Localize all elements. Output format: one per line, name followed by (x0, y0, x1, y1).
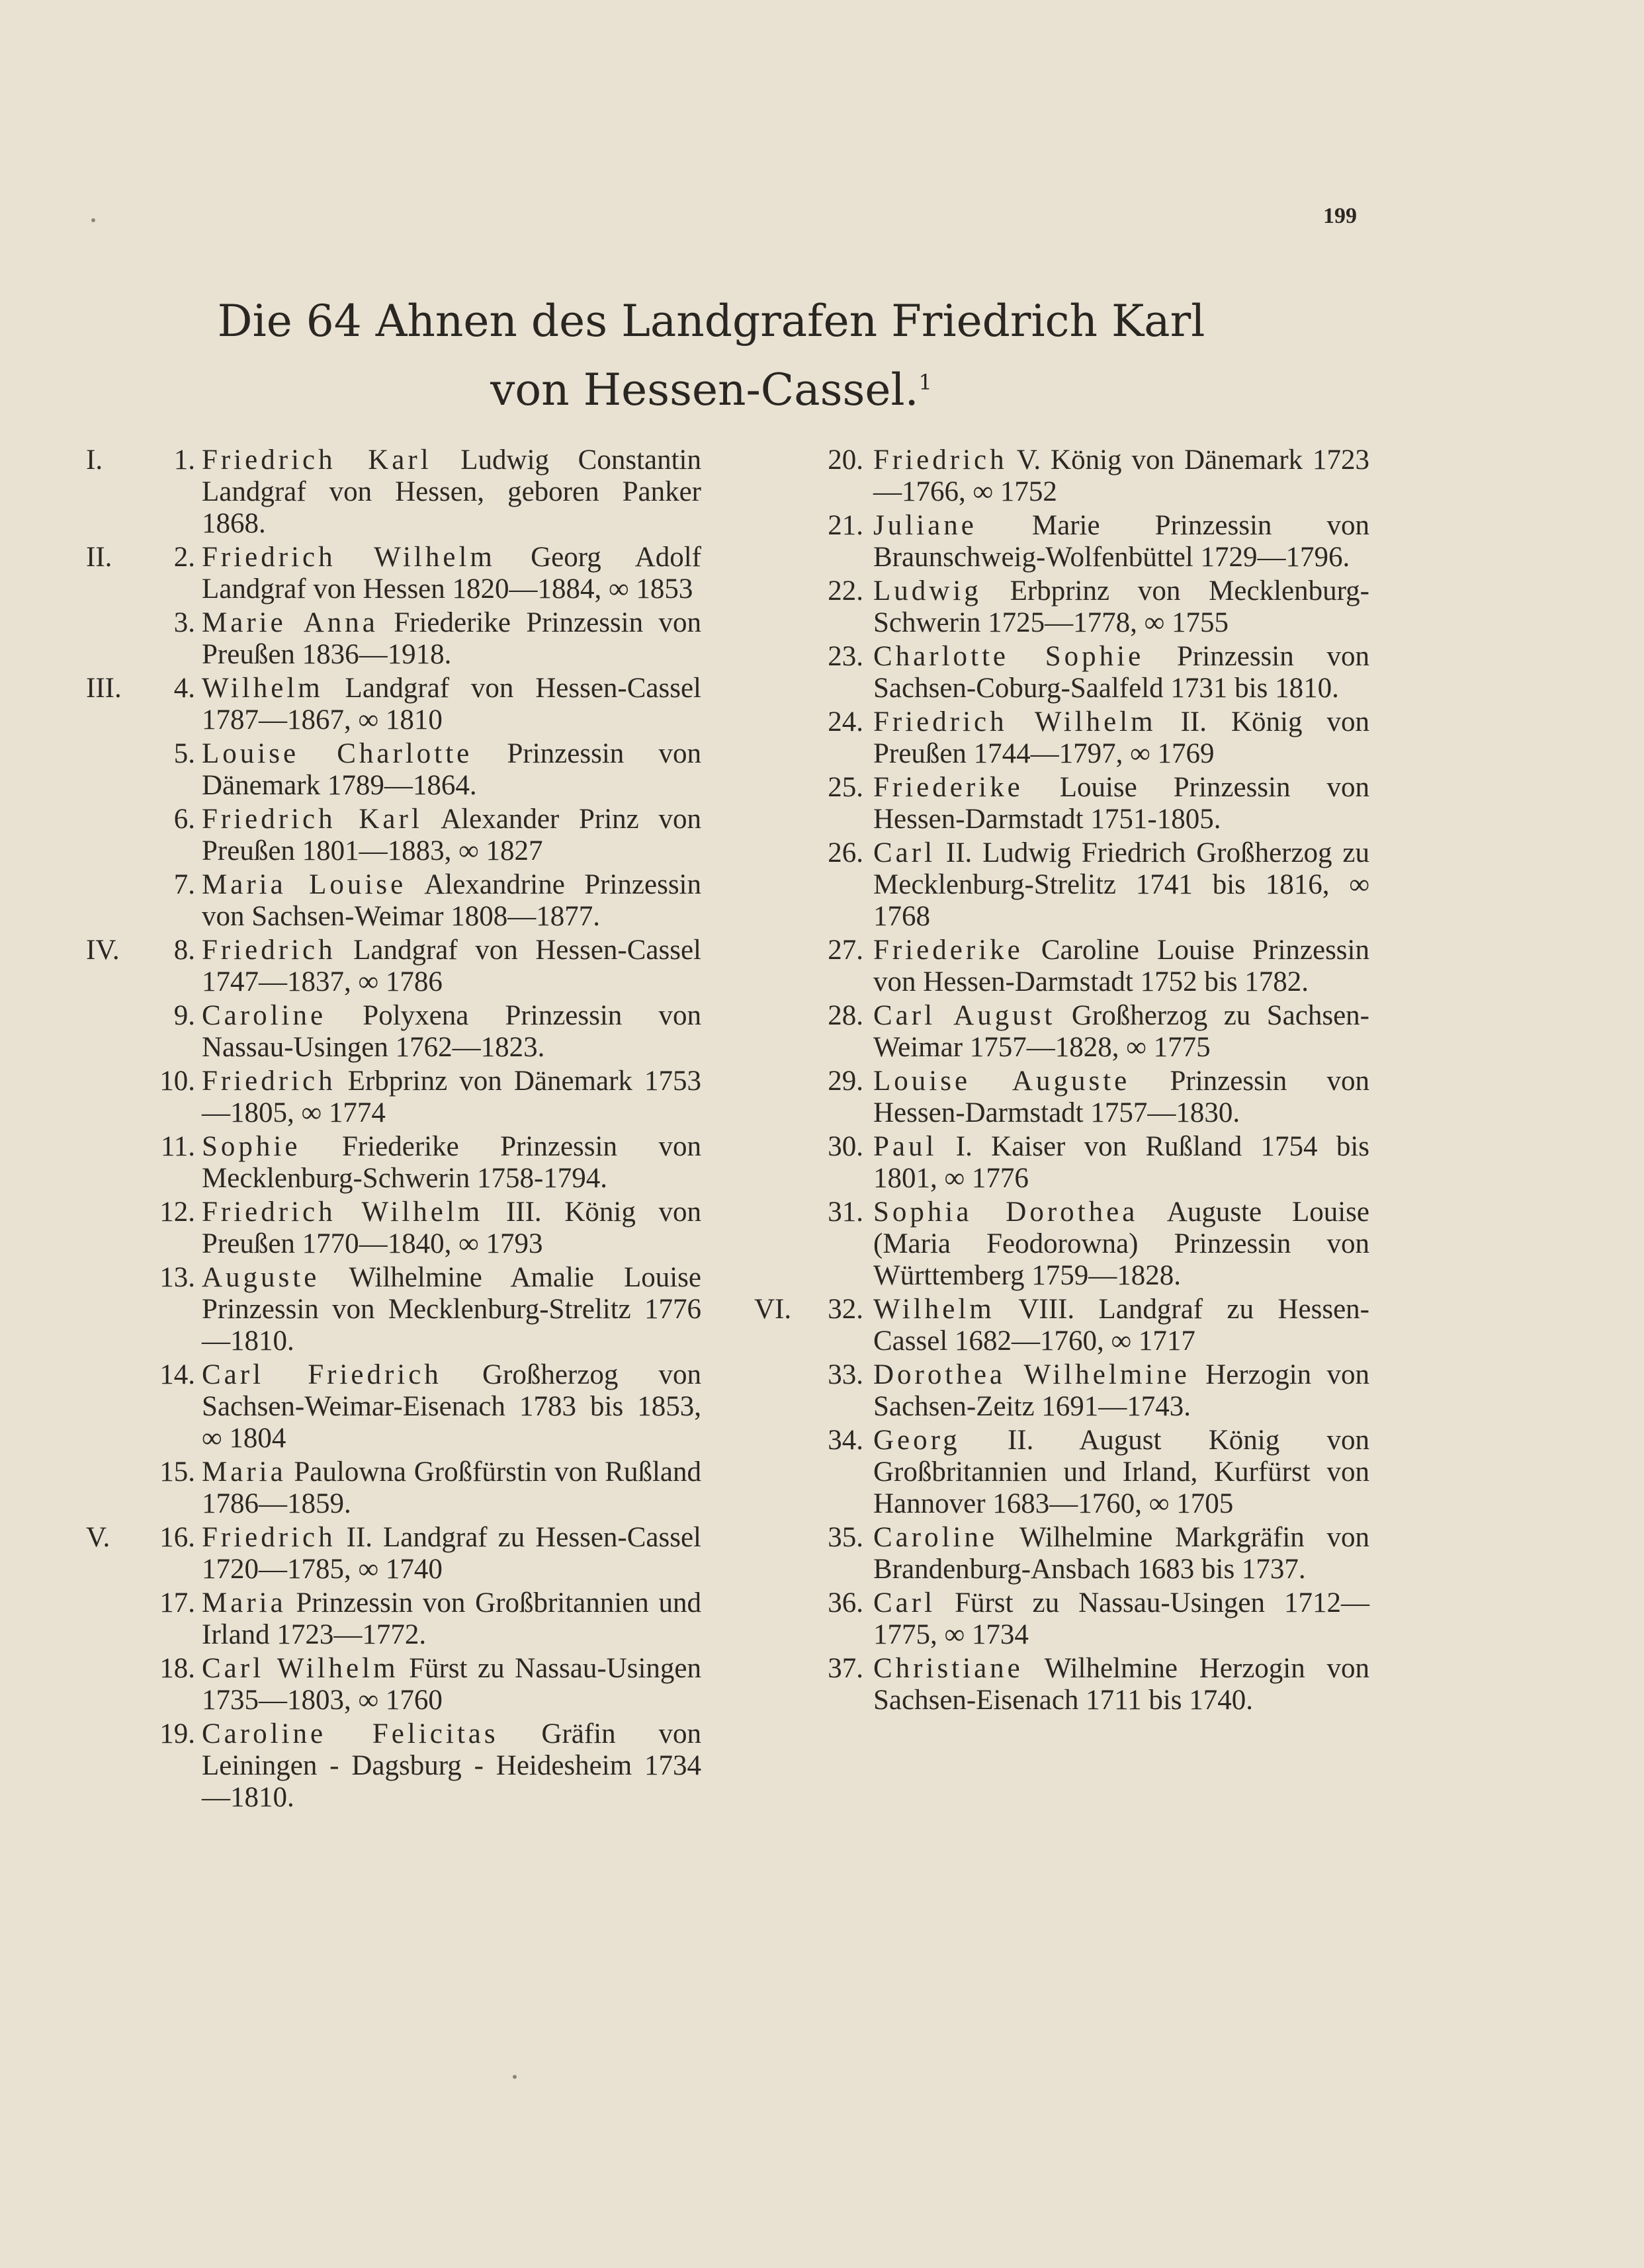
ancestor-description: Alexandrine Prinzessin von Sachsen-Weimar 1808—1877. (202, 869, 702, 932)
ancestor-name: Friedrich Karl (202, 444, 432, 476)
ancestor-name: Juliane (873, 510, 977, 541)
ancestor-number: 5. (173, 738, 195, 769)
ancestor-number: 19. (159, 1718, 195, 1749)
ancestor-name: Friedrich Wilhelm (202, 1197, 484, 1228)
ancestor-description: Alexander Prinz von Preußen 1801—1883, ∞ 1827 (202, 804, 701, 866)
ancestor-name: Friedrich (202, 1522, 336, 1553)
ancestor-description: III. König von Preußen 1770—1840, ∞ 1793 (202, 1197, 702, 1259)
ancestor-number: 26. (828, 837, 863, 868)
ancestor-number: 16. (159, 1522, 195, 1553)
ancestor-number: 32. (828, 1294, 863, 1325)
ancestor-entry (86, 1066, 701, 1129)
ancestor-name: Friederike (873, 935, 1023, 966)
ancestor-name: Carl (873, 1587, 936, 1618)
ancestor-description: Caroline Louise Prinzessin von Hessen-Darmstadt 1752 bis 1782. (873, 935, 1369, 997)
ancestor-number: 22. (828, 575, 863, 607)
ancestor-name: Maria Louise (202, 869, 407, 900)
ancestor-name: Friedrich (202, 935, 336, 966)
ancestor-name: Sophie (202, 1131, 301, 1162)
ancestor-entry (741, 1294, 1369, 1357)
ancestor-name: Friedrich (202, 1066, 336, 1097)
ancestor-description: Paulowna Großfürstin von Rußland 1786—1859. (202, 1456, 701, 1519)
ancestor-name: Friedrich (873, 444, 1008, 476)
generation-label: III. (86, 673, 122, 704)
ancestor-entry (741, 1522, 1369, 1585)
ancestor-description: Auguste Louise (Maria Feodorowna) Prinzessin von Württemberg 1759—1828. (873, 1197, 1369, 1291)
ancestor-description: Wilhelmine Amalie Louise Prinzessin von Mecklenburg-Strelitz 1776—1810. (202, 1262, 701, 1357)
ancestor-description: Herzogin von Sachsen-Zeitz 1691—1743. (873, 1359, 1369, 1422)
ancestor-entry (741, 1653, 1369, 1716)
ancestor-entry (86, 542, 701, 605)
ancestor-name: Maria (202, 1456, 286, 1488)
generation-label: I. (86, 444, 103, 476)
ancestor-name: Wilhelm (202, 673, 324, 704)
ancestor-entry (741, 1425, 1369, 1520)
ancestor-entry (741, 1066, 1369, 1129)
ancestor-name: Caroline (202, 1000, 327, 1031)
ancestor-entry (86, 935, 701, 998)
ancestor-description: Georg Adolf Landgraf von Hessen 1820—1884, ∞ 1853 (202, 542, 701, 605)
ancestor-name: Auguste (202, 1262, 320, 1293)
ancestor-description: Landgraf von Hessen-Cassel 1747—1837, ∞ 1786 (202, 935, 701, 997)
ancestor-entry (86, 444, 701, 540)
ancestor-entry (741, 510, 1369, 573)
ancestor-description: Gräfin von Leiningen - Dagsburg - Heidesheim 1734—1810. (202, 1718, 701, 1813)
ancestor-entry (86, 607, 701, 671)
ancestor-number: 18. (159, 1653, 195, 1684)
ancestor-description: Friederike Prinzessin von Preußen 1836—1918. (202, 607, 701, 670)
ancestor-entry (86, 869, 701, 933)
ancestor-entry (86, 1262, 701, 1357)
ancestor-number: 14. (159, 1359, 195, 1390)
ancestor-entry (86, 1653, 701, 1716)
ancestor-name: Christiane (873, 1653, 1023, 1684)
ancestor-entry (741, 1131, 1369, 1195)
ancestor-number: 3. (173, 607, 195, 638)
ancestor-entry (741, 1359, 1369, 1423)
ancestor-entry (741, 1000, 1369, 1064)
ancestor-entry (741, 641, 1369, 704)
ancestor-name: Carl August (873, 1000, 1056, 1031)
ancestor-number: 25. (828, 772, 863, 803)
generation-label: II. (86, 542, 112, 573)
ancestor-number: 13. (159, 1262, 195, 1293)
ancestor-entry (741, 1587, 1369, 1651)
ancestor-entry (86, 738, 701, 802)
ancestor-number: 10. (159, 1066, 195, 1097)
ancestor-entry (86, 804, 701, 867)
ancestor-name: Sophia Dorothea (873, 1197, 1139, 1228)
ancestor-name: Carl Friedrich (202, 1359, 442, 1390)
ancestor-entry (86, 1131, 701, 1195)
ancestor-number: 30. (828, 1131, 863, 1162)
generation-label: IV. (86, 935, 120, 966)
ancestor-number: 17. (159, 1587, 195, 1618)
ancestor-description: VIII. Landgraf zu Hessen-Cassel 1682—1760, ∞ 1717 (873, 1294, 1369, 1357)
ancestor-name: Georg (873, 1425, 961, 1456)
ancestor-description: V. König von Dänemark 1723—1766, ∞ 1752 (873, 444, 1369, 507)
ancestor-description: Fürst zu Nassau-Usingen 1735—1803, ∞ 1760 (202, 1653, 701, 1716)
ancestor-name: Friederike (873, 772, 1023, 803)
ancestor-name: Carl (873, 837, 936, 868)
ancestor-entry (86, 1359, 701, 1454)
ancestor-description: Wilhelmine Herzogin von Sachsen-Eisenach 1711 bis 1740. (873, 1653, 1369, 1716)
ancestor-number: 4. (173, 673, 195, 704)
ancestor-description: I. Kaiser von Rußland 1754 bis 1801, ∞ 1776 (873, 1131, 1369, 1194)
ancestor-name: Charlotte Sophie (873, 641, 1145, 672)
ancestor-number: 33. (828, 1359, 863, 1390)
ancestor-description: Großherzog zu Sachsen-Weimar 1757—1828, ∞ 1775 (873, 1000, 1369, 1063)
ancestor-description: II. König von Preußen 1744—1797, ∞ 1769 (873, 706, 1370, 769)
ancestor-name: Marie Anna (202, 607, 378, 638)
ancestor-description: Marie Prinzessin von Braunschweig-Wolfenbüttel 1729—1796. (873, 510, 1369, 573)
ancestor-description: Prinzessin von Großbritannien und Irland 1723—1772. (202, 1587, 701, 1650)
ancestor-number: 1. (173, 444, 195, 476)
left-column (86, 444, 701, 1816)
title-line-2 (490, 364, 932, 415)
ancestor-name: Caroline (873, 1522, 998, 1553)
ancestor-number: 29. (828, 1066, 863, 1097)
ancestor-description: II. Landgraf zu Hessen-Cassel 1720—1785, ∞ 1740 (202, 1522, 701, 1585)
ancestor-name: Louise Charlotte (202, 738, 473, 769)
page-speck (91, 218, 95, 222)
ancestor-entry (741, 837, 1369, 933)
ancestor-number: 2. (173, 542, 195, 573)
ancestor-name: Carl Wilhelm (202, 1653, 399, 1684)
footnote-marker: 1 (918, 370, 932, 395)
ancestor-entry (86, 1522, 701, 1585)
ancestor-description: Prinzessin von Dänemark 1789—1864. (202, 738, 701, 801)
ancestor-number: 12. (159, 1197, 195, 1228)
ancestor-description: Friederike Prinzessin von Mecklenburg-Schwerin 1758-1794. (202, 1131, 701, 1194)
ancestor-entry (741, 706, 1369, 770)
ancestor-description: Polyxena Prinzessin von Nassau-Usingen 1762—1823. (202, 1000, 701, 1063)
ancestor-name: Friedrich Karl (202, 804, 423, 835)
ancestor-name: Friedrich Wilhelm (873, 706, 1156, 737)
ancestor-description: II. Ludwig Friedrich Großherzog zu Mecklenburg-Strelitz 1741 bis 1816, ∞ 1768 (873, 837, 1369, 932)
ancestor-number: 23. (828, 641, 863, 672)
ancestor-description: Louise Prinzessin von Hessen-Darmstadt 1751-1805. (873, 772, 1369, 835)
ancestor-description: Wilhelmine Markgräfin von Brandenburg-Ansbach 1683 bis 1737. (873, 1522, 1369, 1585)
ancestor-name: Maria (202, 1587, 286, 1618)
ancestor-entry (86, 673, 701, 736)
ancestor-description: Erbprinz von Mecklenburg-Schwerin 1725—1778, ∞ 1755 (873, 575, 1369, 638)
title-line-1: Die 64 Ahnen des Landgrafen Friedrich Karl (217, 296, 1205, 347)
ancestor-entry (86, 1718, 701, 1814)
ancestor-number: 24. (828, 706, 863, 737)
ancestor-entry (86, 1197, 701, 1260)
ancestor-entry (86, 1000, 701, 1064)
ancestor-description: Ludwig Constantin Landgraf von Hessen, geboren Panker 1868. (202, 444, 702, 539)
ancestor-description: Erbprinz von Dänemark 1753—1805, ∞ 1774 (202, 1066, 701, 1128)
ancestor-name: Caroline Felicitas (202, 1718, 499, 1749)
ancestor-number: 34. (828, 1425, 863, 1456)
ancestor-number: 28. (828, 1000, 863, 1031)
ancestor-number: 8. (173, 935, 195, 966)
ancestor-entry (741, 935, 1369, 998)
ancestor-name: Dorothea Wilhelmine (873, 1359, 1190, 1390)
ancestor-entry (741, 444, 1369, 508)
ancestor-description: Prinzessin von Hessen-Darmstadt 1757—1830. (873, 1066, 1369, 1128)
ancestor-number: 31. (828, 1197, 863, 1228)
ancestor-number: 9. (173, 1000, 195, 1031)
ancestor-entry (86, 1587, 701, 1651)
page-number: 199 (1323, 204, 1357, 228)
ancestor-description: Großherzog von Sachsen-Weimar-Eisenach 1783 bis 1853, ∞ 1804 (202, 1359, 701, 1454)
ancestor-description: Landgraf von Hessen-Cassel 1787—1867, ∞ 1810 (202, 673, 701, 735)
ancestor-name: Ludwig (873, 575, 982, 607)
ancestor-number: 27. (828, 935, 863, 966)
right-column (741, 444, 1369, 1718)
ancestor-number: 11. (160, 1131, 195, 1162)
ancestor-number: 7. (173, 869, 195, 900)
ancestor-number: 6. (173, 804, 195, 835)
ancestor-name: Paul (873, 1131, 937, 1162)
ancestor-number: 37. (828, 1653, 863, 1684)
generation-label: VI. (754, 1294, 792, 1325)
ancestor-number: 15. (159, 1456, 195, 1488)
page-speck (513, 2075, 517, 2079)
ancestor-entry (741, 772, 1369, 835)
ancestor-name: Friedrich Wilhelm (202, 542, 496, 573)
ancestor-number: 35. (828, 1522, 863, 1553)
ancestor-name: Louise Auguste (873, 1066, 1131, 1097)
ancestor-entry (86, 1456, 701, 1520)
ancestor-description: Fürst zu Nassau-Usingen 1712—1775, ∞ 1734 (873, 1587, 1369, 1650)
ancestor-entry (741, 1197, 1369, 1292)
ancestor-number: 21. (828, 510, 863, 541)
page-title (132, 291, 1290, 421)
ancestor-description: Prinzessin von Sachsen-Coburg-Saalfeld 1731 bis 1810. (873, 641, 1369, 704)
ancestor-entry (741, 575, 1369, 639)
ancestor-number: 20. (828, 444, 863, 476)
title-line-2-text: von Hessen-Cassel. (490, 364, 919, 415)
generation-label: V. (86, 1522, 110, 1553)
ancestor-name: Wilhelm (873, 1294, 995, 1325)
ancestor-description: II. August König von Großbritannien und Irland, Kurfürst von Hannover 1683—1760, ∞ 1705 (873, 1425, 1369, 1519)
ancestor-number: 36. (828, 1587, 863, 1618)
